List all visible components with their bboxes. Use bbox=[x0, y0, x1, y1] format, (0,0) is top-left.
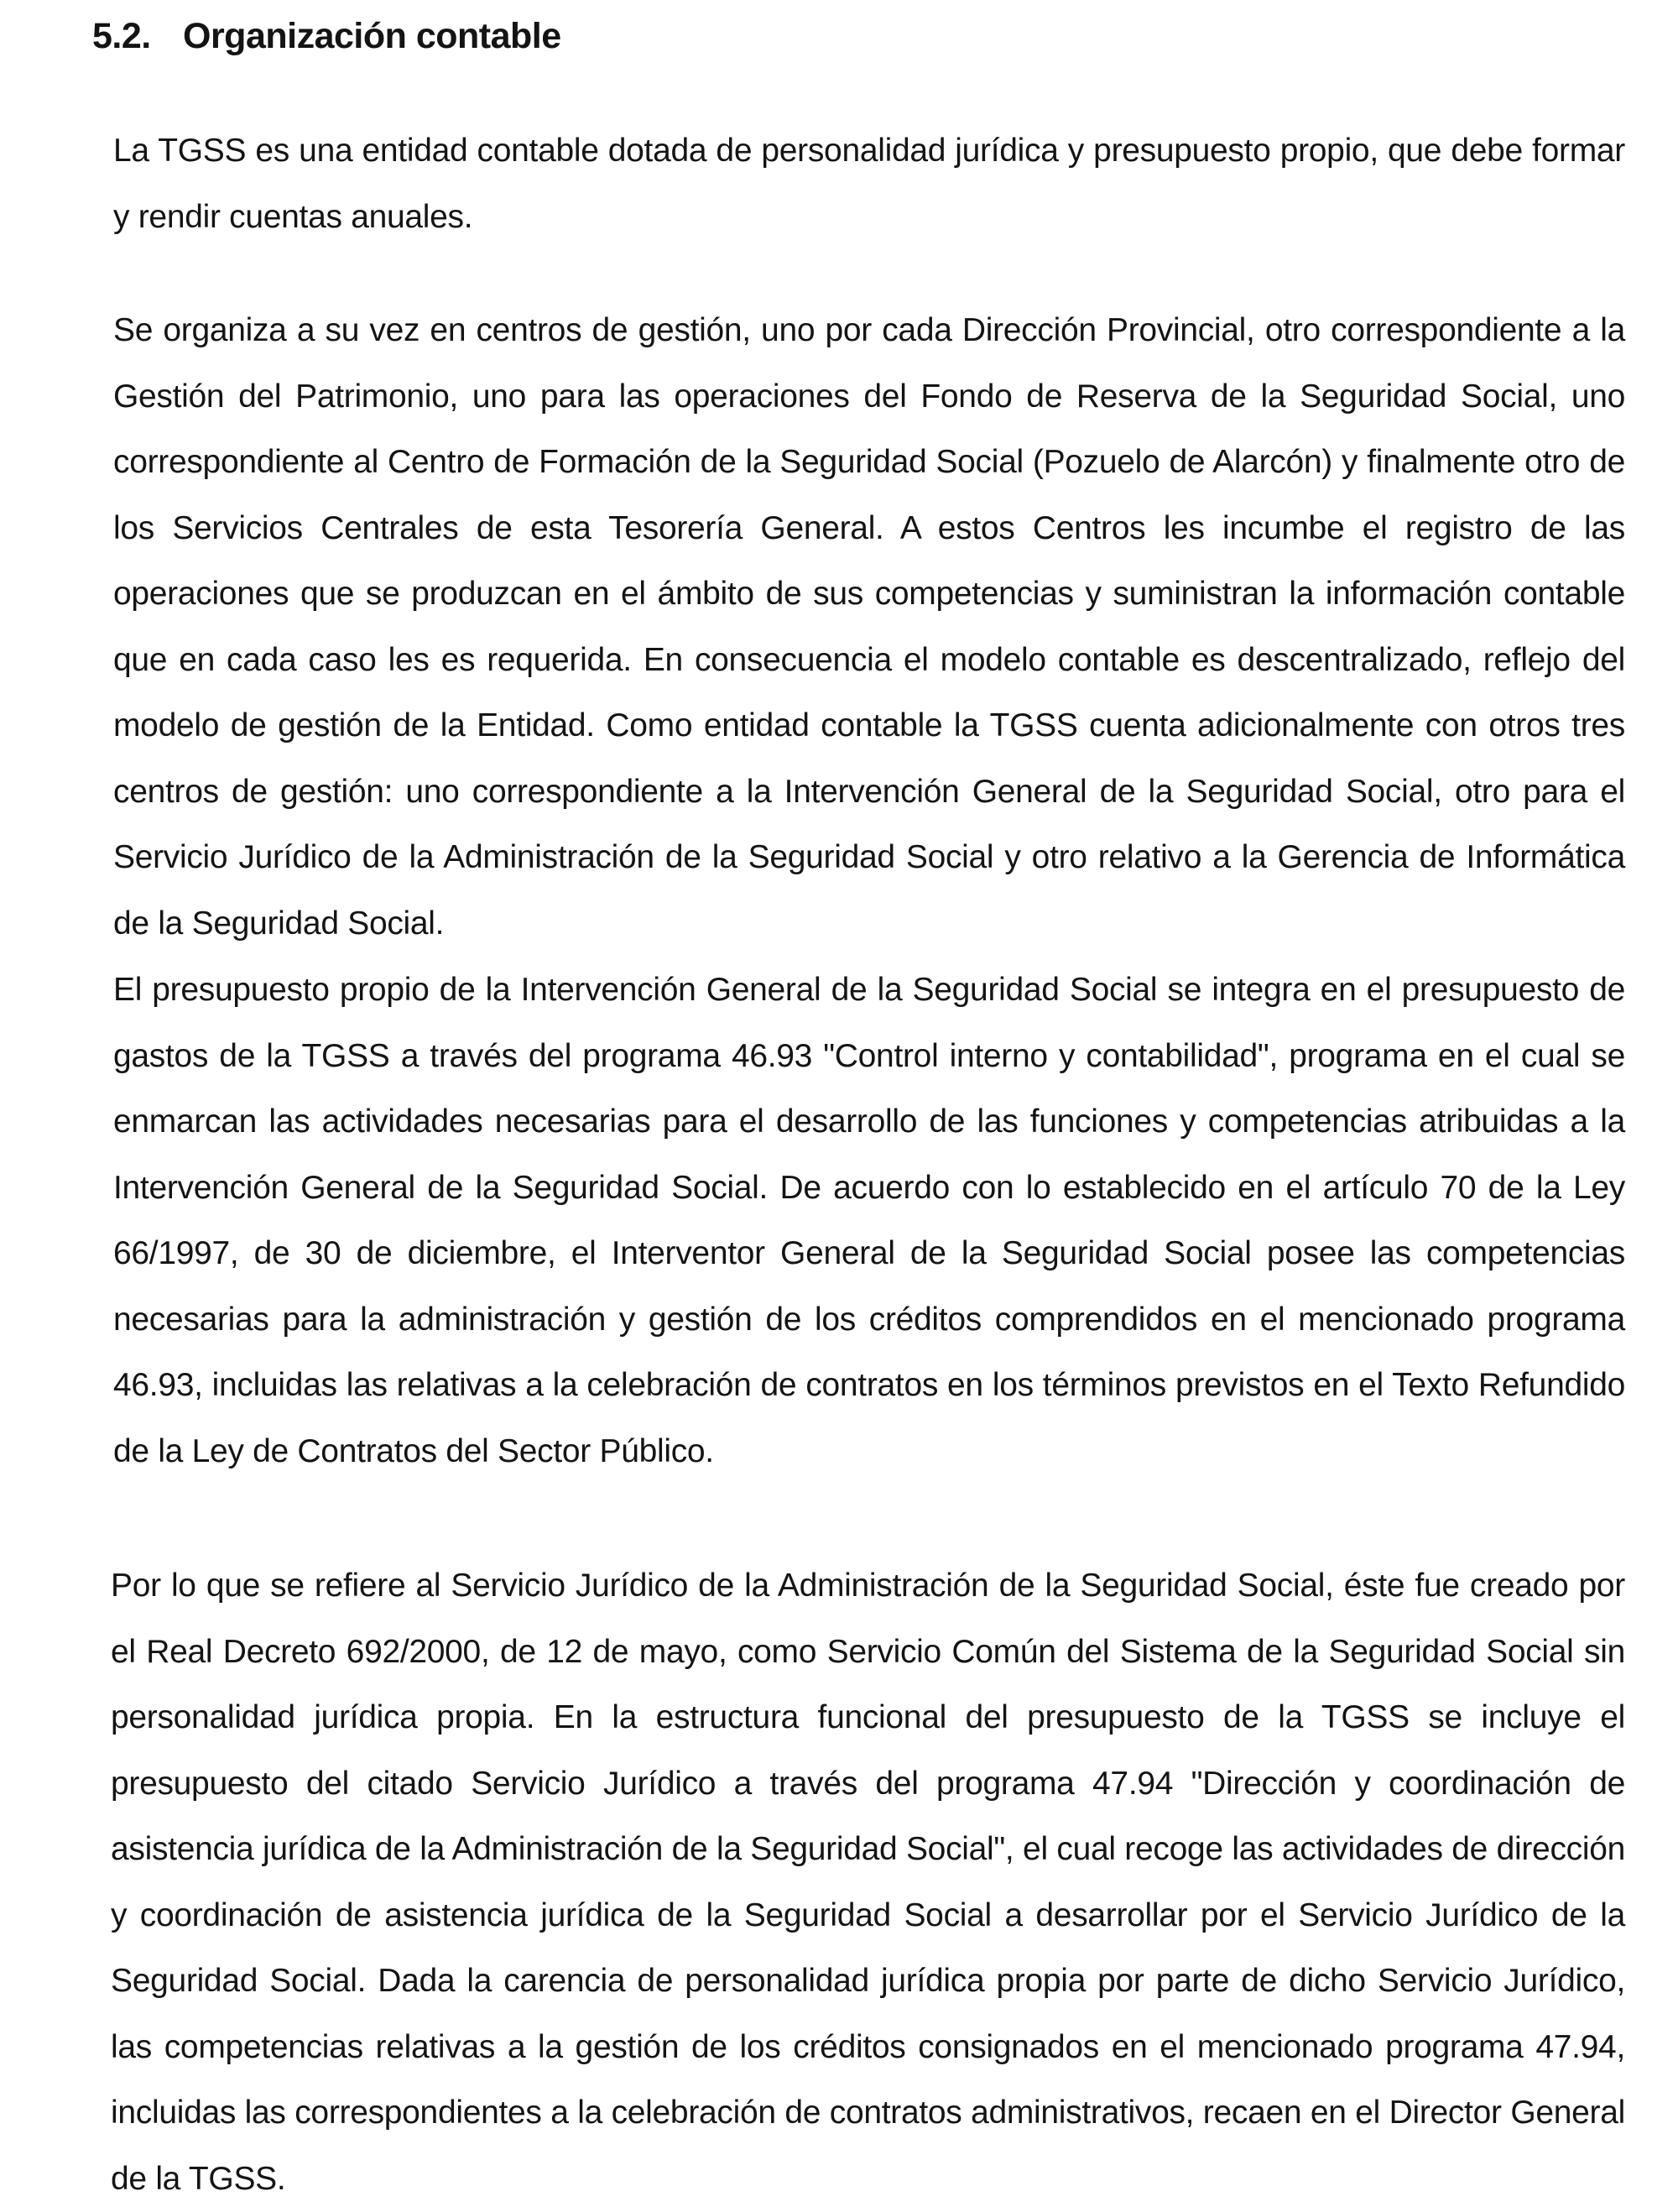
paragraph-centros-de-gestion: Se organiza a su vez en centros de gestión, uno por cada Dirección Provincial, otro correspondiente a la Gestión del Patrimonio, uno para las operaciones del Fondo de Reserva de la Seguridad Social, uno correspondiente al Centro de Formación de la Seguridad Social (Pozuelo de Alarcón) y finalmente otro de los Servicios Centrales de esta Tesorería General. A estos Centros les incumbe el registro de las operaciones que se produzcan en el ámbito de sus competencias y suministran la información contable que en cada caso les es requerida. En consecuencia el modelo contable es descentralizado, reflejo del modelo de gestión de la Entidad. Como entidad contable la TGSS cuenta adicionalmente con otros tres centros de gestión: uno correspondiente a la Intervención General de la Seguridad Social, otro para el Servicio Jurídico de la Administración de la Seguridad Social y otro relativo a la Gerencia de Informática de la Seguridad Social. bbox=[113, 312, 1625, 942]
section-title: Organización contable bbox=[183, 16, 561, 56]
paragraph-entidad-contable: La TGSS es una entidad contable dotada de personalidad jurídica y presupuesto propio, que debe formar y rendir cuentas anuales. bbox=[113, 133, 1625, 235]
section-number: 5.2. bbox=[92, 16, 151, 56]
paragraph-intervencion-general: El presupuesto propio de la Intervención General de la Seguridad Social se integra en el presupuesto de gastos de la TGSS a través del programa 46.93 "Control interno y contabilidad", programa en el cual se enmarcan las actividades necesarias para el desarrollo de las funciones y competencias atribuidas a la Intervención General de la Seguridad Social. De acuerdo con lo establecido en el artículo 70 de la Ley 66/1997, de 30 de diciembre, el Interventor General de la Seguridad Social posee las competencias necesarias para la administración y gestión de los créditos comprendidos en el mencionado programa 46.93, incluidas las relativas a la celebración de contratos en los términos previstos en el Texto Refundido de la Ley de Contratos del Sector Público. bbox=[113, 972, 1625, 1469]
paragraph-servicio-juridico: Por lo que se refiere al Servicio Jurídico de la Administración de la Seguridad Social, éste fue creado por el Real Decreto 692/2000, de 12 de mayo, como Servicio Común del Sistema de la Seguridad Social sin personalidad jurídica propia. En la estructura funcional del presupuesto de la TGSS se incluye el presupuesto del citado Servicio Jurídico a través del programa 47.94 "Dirección y coordinación de asistencia jurídica de la Administración de la Seguridad Social", el cual recoge las actividades de dirección y coordinación de asistencia jurídica de la Seguridad Social a desarrollar por el Servicio Jurídico de la Seguridad Social. Dada la carencia de personalidad jurídica propia por parte de dicho Servicio Jurídico, las competencias relativas a la gestión de los créditos consignados en el mencionado programa 47.94, incluidas las correspondientes a la celebración de contratos administrativos, recaen en el Director General de la TGSS. bbox=[111, 1568, 1625, 2197]
section-heading bbox=[92, 12, 561, 60]
